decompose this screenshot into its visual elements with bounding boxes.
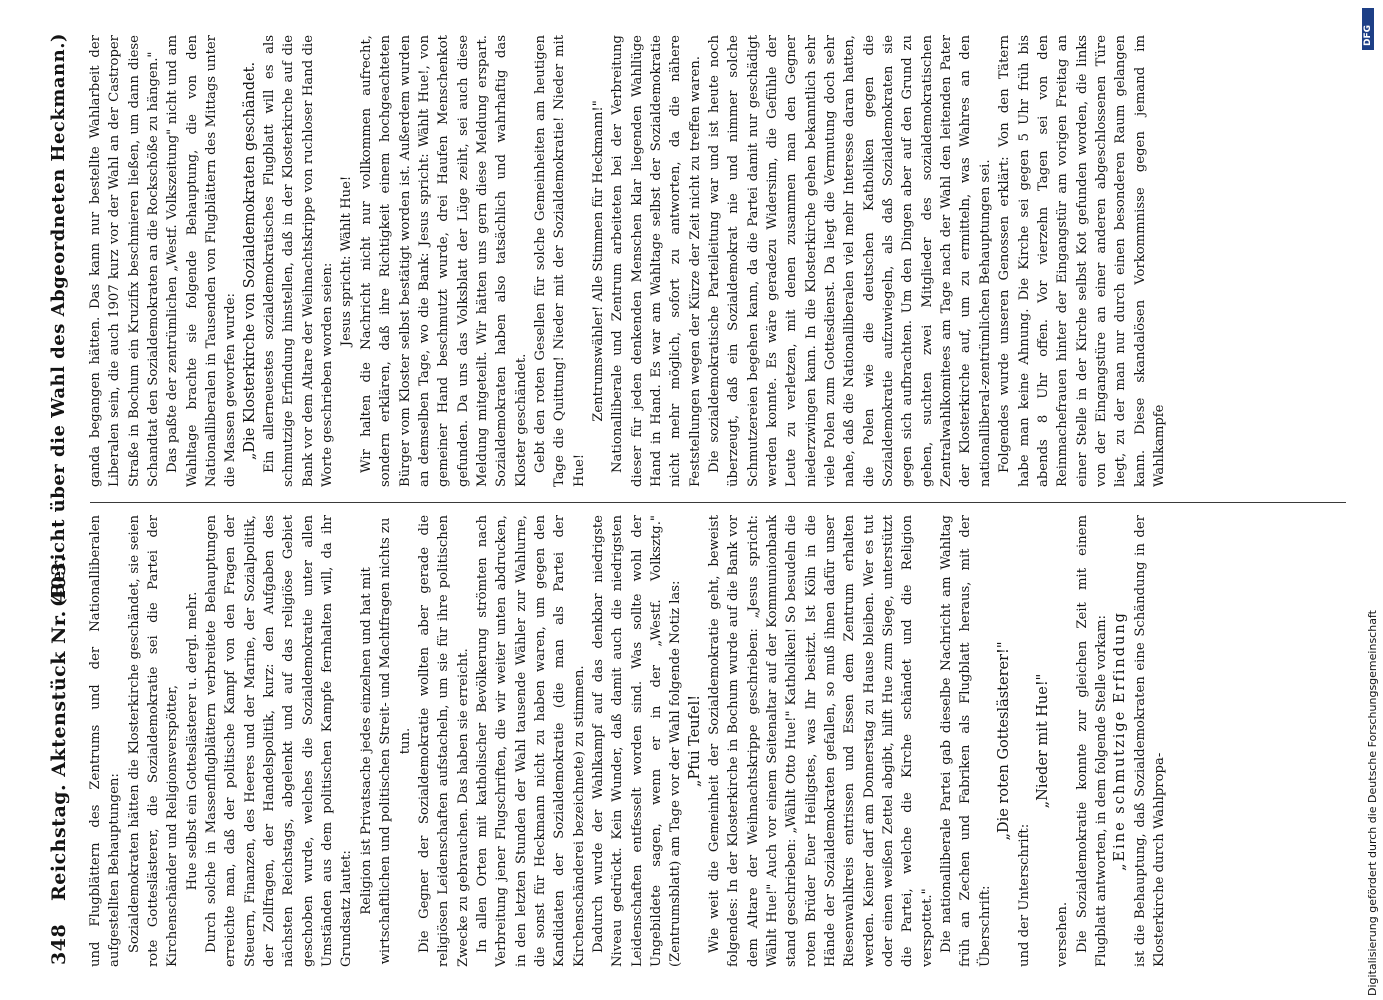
paragraph: ganda begangen hätten. Das kann nur bestellte Wahlarbeit der Liberalen sein, die auch 1907 kurz vor der Wahl an der Castroper Straße in Bochum ein Kruzifix beschmieren ließen, um dann diese Schandtat den Sozialdemokraten an die Rockschöße zu hängen." — [88, 35, 162, 487]
page-subtitle: (Bericht über die Wahl des Abgeordneten Heckmann.) — [48, 33, 69, 607]
dfg-logo-label: DFG — [1363, 24, 1373, 46]
paragraph: und Flugblättern des Zentrums und der Nationalliberalen aufgestellten Behauptungen: — [88, 515, 123, 967]
paragraph: Dadurch wurde der Wahlkampf auf das denkbar niedrigste Niveau gedrückt. Kein Wunder, daß damit auch die niedrigsten Leidenschaften entfesselt worden sind. Was sollte wohl der Ungebildete sagen, wenn er in der „Westf. Volksztg." (Zentrumsblatt) am Tage vor der Wahl folgende Notiz las: — [590, 515, 684, 967]
page-title: Reichstag. Aktenstück Nr. 403. — [48, 554, 70, 901]
page-number: 348 — [48, 923, 70, 965]
paragraph: Die Sozialdemokratie konnte zur gleichen Zeit mit einem Flugblatt antworten, in dem folgende Stelle vorkam: — [1074, 515, 1109, 967]
digitization-notice: Digitalisierung gefördert durch die Deutsche Forschungsgemeinschaft — [1366, 610, 1379, 996]
rotated-page — [40, 31, 1358, 969]
right-text-column — [86, 35, 1352, 487]
paragraph: Durch solche in Massenflugblättern verbreitete Behauptungen erreichte man, daß der politische Kampf von den Fragen der Steuern, Finanzen, des Heeres und der Marine, der Sozialpolitik, der Zollfragen, der Handelspolitik, kurz: den Aufgaben des nächsten Reichstags, abgelenkt und auf das religiöse Gebiet geschoben wurde, welches die Sozialdemokratie unter allen Umständen aus dem politischen Kampfe fernhalten will, da ihr Grundsatz lautet: — [204, 515, 355, 967]
paragraph: Religion ist Privatsache jedes einzelnen und hat mit wirtschaftlichen und politischen Streit- und Machtfragen nichts zu tun. — [358, 517, 413, 965]
paragraph: Wir halten die Nachricht nicht nur vollkommen aufrecht, sondern erklären, daß ihre Richtigkeit einem hochgeachteten Bürger vom Kloster selbst bestätigt worden ist. Außerdem wurden an demselben Tage, wo die Bank: Jesus spricht: Wählt Hue!, von gemeiner Hand beschmutzt wurde, drei Haufen Menschenkot gefunden. Da uns das Volksblatt der Lüge zeiht, sei auch diese Meldung mitgeteilt. Wir hätten uns gern diese Meldung erspart. Sozialdemokraten haben also tatsächlich und wahrhaftig das Kloster geschändet. — [358, 35, 529, 487]
paragraph: Ein allerneuestes sozialdemokratisches Flugblatt will es als schmutzige Erfindung hinstellen, daß in der Klosterkirche auf die Bank vor dem Altare der Weihnachtskrippe von ruchloser Hand die Worte geschrieben worden seien: — [262, 35, 336, 487]
paragraph: Die sozialdemokratische Parteileitung war und ist heute noch überzeugt, daß ein Sozialdemokrat nie und nimmer solche Schmutzereien begehen kann, da die Partei damit nur geschädigt werden konnte. Es wäre geradezu Widersinn, die Gefühle der Leute zu verletzen, mit denen zusammen man den Gegner niederzwingen kann. In die Klosterkirche gehen bekanntlich sehr viele Polen zum Gottesdienst. Da liegt die Vermutung doch sehr nahe, daß die Nationalliberalen viel mehr Interesse daran hatten, die Polen wie die deutschen Katholiken gegen die Sozialdemokratie aufzuwiegeln, als daß Sozialdemokraten sie gegen sich aufbrachten. Um den Dingen aber auf den Grund zu gehen, suchten zwei Mitglieder des sozialdemokratischen Zentralwahlkomitees am Tage nach der Wahl den leitenden Pater der Klosterkirche auf, um zu ermitteln, was Wahres an den nationalliberal-zentrümlichen Behauptungen sei. — [707, 35, 993, 487]
left-text-column — [86, 515, 1352, 967]
paragraph: ist die Behauptung, daß Sozialdemokraten eine Schändung in der Klosterkirche durch Wahlpropa- — [1132, 515, 1167, 967]
dfg-logo — [1362, 8, 1374, 50]
paragraph: „Pfui Teufel! — [686, 694, 703, 788]
paragraph: Gebt den roten Gesellen für solche Gemeinheiten am heutigen Tage die Quittung! Nieder mit der Sozialdemokratie! Nieder mit Hue! — [532, 35, 587, 487]
paragraph: „Eine schmutzige Erfindung — [1112, 611, 1129, 871]
paragraph: versehen. — [1055, 901, 1071, 967]
paragraph: Nationalliberale und Zentrum arbeiteten bei der Verbreitung dieser für jeden denkenden Menschen klar liegenden Wahllüge Hand in Hand. Es war am Wahltage selbst der Sozialdemokratie nicht mehr möglich, sofort zu antworten, da die nähere Feststellungen wegen der Kürze der Zeit nicht zu treffen waren. — [610, 35, 703, 487]
paragraph: Die Gegner der Sozialdemokratie wollten aber gerade die religiösen Leidenschaften aufstacheln, um sie für ihre politischen Zwecke zu gebrauchen. Das haben sie erreicht. — [416, 515, 471, 967]
paragraph: Folgendes wurde unseren Genossen erklärt: Von den Tätern habe man keine Ahnung. Die Kirche sei gegen 5 Uhr früh bis abends 8 Uhr offen. Vor vierzehn Tagen sei von den Reinmachefrauen hinter der Eingangstür am vorigen Freitag an einer Stelle in der Kirche selbst Kot gefunden worden, die links von der Eingangstüre an einer anderen abgeschlossenen Türe liegt, zu der man nur durch einen besonderen Raum gelangen kann. Diese skandalösen Vorkommnisse gegen jemand im Wahlkampfe — [997, 35, 1167, 487]
paragraph: In allen Orten mit katholischer Bevölkerung strömten nach Verbreitung jener Flugschriften, die wir weiter unten abdrucken, in den letzten Stunden der Wahl tausende Wähler zur Wahlurne, die sonst für Heckmann nicht zu haben waren, um gegen den Kandidaten der Sozialdemokratie (die man als Partei der Kirchenschänderei bezeichnete) zu stimmen. — [474, 515, 587, 967]
paragraph: Wie weit die Gemeinheit der Sozialdemokratie geht, beweist folgendes: In der Klosterkirche in Bochum wurde auf die Bank vor dem Altare der Weihnachtskrippe geschrieben: „Jesus spricht: Wählt Hue!" Auch vor einem Seitenaltar auf der Kommunionbank stand geschrieben: „Wählt Otto Hue!" Katholiken! So besudeln die roten Brüder Euer Heiligstes, was Ihr besitzt. Ist Köln in die Hände der Sozialdemokraten gefallen, so muß ihnen dafür unser Riesenwahlkreis entrissen und Essen dem Zentrum erhalten werden. Keiner darf am Donnerstag zu Hause bleiben. Wer es tut oder einen weißen Zettel abgibt, hilft Hue zum Siege, unterstützt die Partei, welche die Kirche schändet und die Religion verspottet." — [707, 515, 935, 967]
paragraph: Sozialdemokraten hätten die Klosterkirche geschändet, sie seien rote Gotteslästerer, die Sozialdemokratie sei die Partei der Kirchenschänder und Religionsverspötter, — [126, 515, 181, 967]
paragraph: Hue selbst ein Gotteslästerer u. dergl. mehr. — [184, 591, 200, 891]
paragraph: „Nieder mit Hue!" — [1034, 673, 1051, 809]
paragraph: Zentrumswähler! Alle Stimmen für Heckmann!" — [590, 100, 606, 422]
paragraph: Das paßte der zentrümlichen „Westf. Volkszeitung" nicht und am Wahltage brachte sie folgende Behauptung, die von den Nationalliberalen in Tausenden von Flugblättern des Mittags unter die Massen geworfen wurde: — [165, 35, 239, 487]
paragraph: Jesus spricht: Wählt Hue! — [339, 175, 355, 347]
column-divider — [90, 502, 1346, 503]
paragraph: „Die Klosterkirche von Sozialdemokraten geschändet. — [241, 61, 258, 461]
paragraph: „Die roten Gotteslästerer!" — [996, 641, 1013, 841]
digitization-watermark — [1356, 56, 1378, 996]
running-head — [40, 31, 80, 969]
paragraph: Die nationalliberale Partei gab dieselbe Nachricht am Wahltag früh an Zechen und Fabriken als Flugblatt heraus, mit der Überschrift: — [939, 515, 993, 967]
paragraph: und der Unterschrift: — [1016, 823, 1032, 967]
